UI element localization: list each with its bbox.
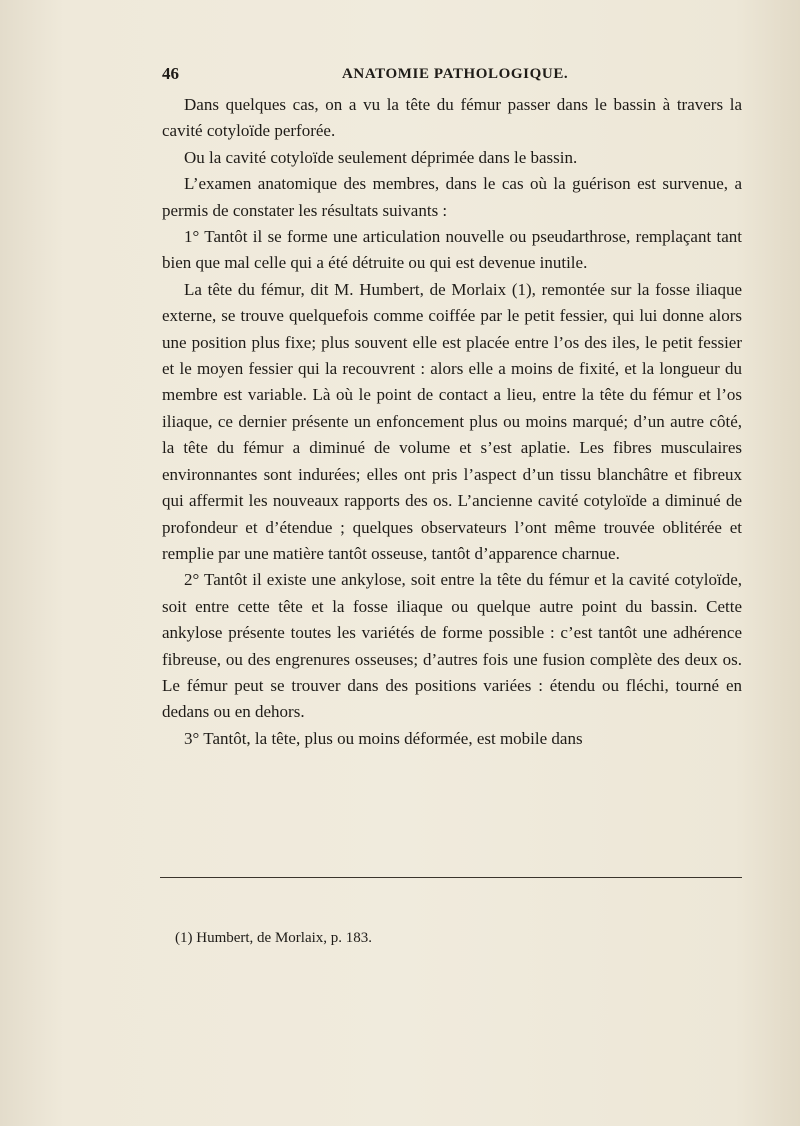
paragraph-2: Ou la cavité cotyloïde seulement déprimée dans le bassin.	[184, 147, 578, 167]
running-head: ANATOMIE PATHOLOGIQUE.	[342, 66, 569, 82]
footnote: (1) Humbert, de Morlaix, p. 183.	[175, 930, 373, 946]
body-text	[162, 92, 742, 752]
paragraph-6: 2° Tantôt il existe une ankylose, soit entre la tête du fémur et la cavité cotyloïde, soit entre cette tête et la fosse iliaque ou quelque autre point du bassin. Cette ankylose présente toutes les variétés de forme possible : c’est tantôt une adhérence fibreuse, ou des engrenures osseuses; d’autres fois une fusion complète des deux os. Le fémur peut se trouver dans des positions variées : étendu ou fléchi, tourné en dedans ou en dehors.	[162, 570, 742, 722]
paragraph-1: Dans quelques cas, on a vu la tête du fémur passer dans le bassin à travers la cavité cotyloïde perforée.	[162, 95, 742, 141]
page-number: 46	[162, 64, 179, 83]
paragraph-4: 1° Tantôt il se forme une articulation nouvelle ou pseudarthrose, remplaçant tant bien que mal celle qui a été détruite ou qui est devenue inutile.	[162, 227, 742, 273]
page-header	[162, 64, 742, 90]
footnote-divider	[160, 877, 742, 878]
paragraph-3: L’examen anatomique des membres, dans le cas où la guérison est survenue, a permis de constater les résultats suivants :	[162, 174, 742, 220]
paragraph-7: 3° Tantôt, la tête, plus ou moins déformée, est mobile dans	[184, 728, 583, 748]
paragraph-5: La tête du fémur, dit M. Humbert, de Morlaix (1), remontée sur la fosse iliaque externe, se trouve quelquefois comme coiffée par le petit fessier, qui lui donne alors une position plus fixe; plus souvent elle est placée entre l’os des iles, le petit fessier et le moyen fessier qui la recouvrent : alors elle a moins de fixité, et la longueur du membre est variable. Là où le point de contact a lieu, entre la tête du fémur et l’os iliaque, ce dernier présente un enfoncement plus ou moins marqué; d’un autre côté, la tête du fémur a diminué de volume et s’est aplatie. Les fibres musculaires environnantes sont indurées; elles ont pris l’aspect d’un tissu blanchâtre et fibreux qui affermit les nouveaux rapports des os. L’ancienne cavité cotyloïde a diminué de profondeur et d’étendue ; quelques observateurs l’ont même trouvée oblitérée et remplie par une matière tantôt osseuse, tantôt d’apparence charnue.	[162, 279, 742, 563]
